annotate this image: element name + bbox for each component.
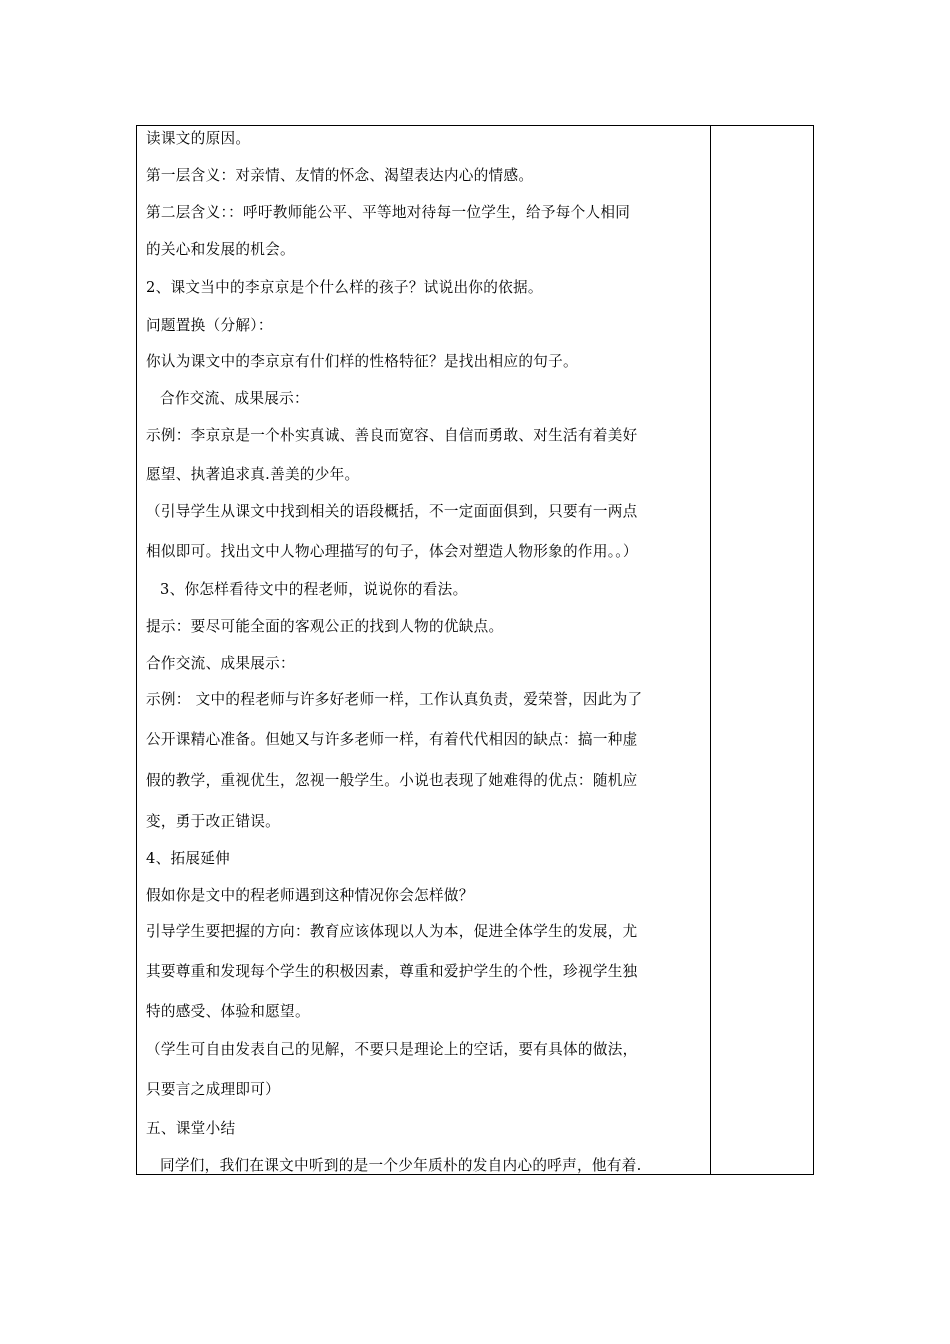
text-line: 只要言之成理即可）: [146, 1081, 281, 1098]
text-line: 2、课文当中的李京京是个什么样的孩子？试说出你的依据。: [146, 279, 543, 296]
text-line: 提示：要尽可能全面的客观公正的找到人物的优缺点。: [146, 618, 504, 635]
text-line: 假如你是文中的程老师遇到这种情况你会怎样做？: [146, 887, 474, 904]
text-line: 愿望、执著追求真.善美的少年。: [146, 466, 360, 483]
text-line: 4、拓展延伸: [146, 850, 231, 867]
text-line: 其要尊重和发现每个学生的积极因素，尊重和爱护学生的个性，珍视学生独: [146, 963, 638, 980]
lesson-plan-table: [136, 125, 814, 1175]
text-line: 第二层含义：：呼吁教师能公平、平等地对待每一位学生，给予每个人相同: [146, 204, 631, 221]
text-line: 引导学生要把握的方向：教育应该体现以人为本，促进全体学生的发展，尤: [146, 923, 638, 940]
text-line: 合作交流、成果展示：: [146, 655, 295, 672]
text-line: 读课文的原因。: [146, 130, 251, 147]
text-line: （学生可自由发表自己的见解，不要只是理论上的空话，要有具体的做法，: [146, 1041, 638, 1058]
text-line: 特的感受、体验和愿望。: [146, 1003, 310, 1020]
text-line: 相似即可。找出文中人物心理描写的句子，体会对塑造人物形象的作用。。）: [146, 543, 638, 560]
text-line: （引导学生从课文中找到相关的语段概括，不一定面面俱到，只要有一两点: [146, 503, 638, 520]
text-line: 你认为课文中的李京京有什们样的性格特征？是找出相应的句子。: [146, 353, 578, 370]
text-line: 示例： 文中的程老师与许多好老师一样，工作认真负责，爱荣誉，因此为了: [146, 691, 643, 708]
column-divider: [710, 126, 711, 1174]
text-line: 问题置换（分解）：: [146, 317, 273, 334]
text-line: 五、课堂小结: [146, 1120, 236, 1137]
text-line: 第一层含义：对亲情、友情的怀念、渴望表达内心的情感。: [146, 167, 534, 184]
text-line: 假的教学，重视优生，忽视一般学生。小说也表现了她难得的优点：随机应: [146, 772, 638, 789]
text-line: 的关心和发展的机会。: [146, 241, 295, 258]
text-line: 变，勇于改正错误。: [146, 813, 281, 830]
text-line: 同学们，我们在课文中听到的是一个少年质朴的发自内心的呼声，他有着.: [160, 1157, 642, 1174]
text-line: 示例：李京京是一个朴实真诚、善良而宽容、自信而勇敢、对生活有着美好: [146, 427, 638, 444]
text-line: 合作交流、成果展示：: [160, 390, 309, 407]
text-line: 3、你怎样看待文中的程老师，说说你的看法。: [160, 581, 468, 598]
text-line: 公开课精心准备。但她又与许多老师一样，有着代代相因的缺点：搞一种虚: [146, 731, 638, 748]
